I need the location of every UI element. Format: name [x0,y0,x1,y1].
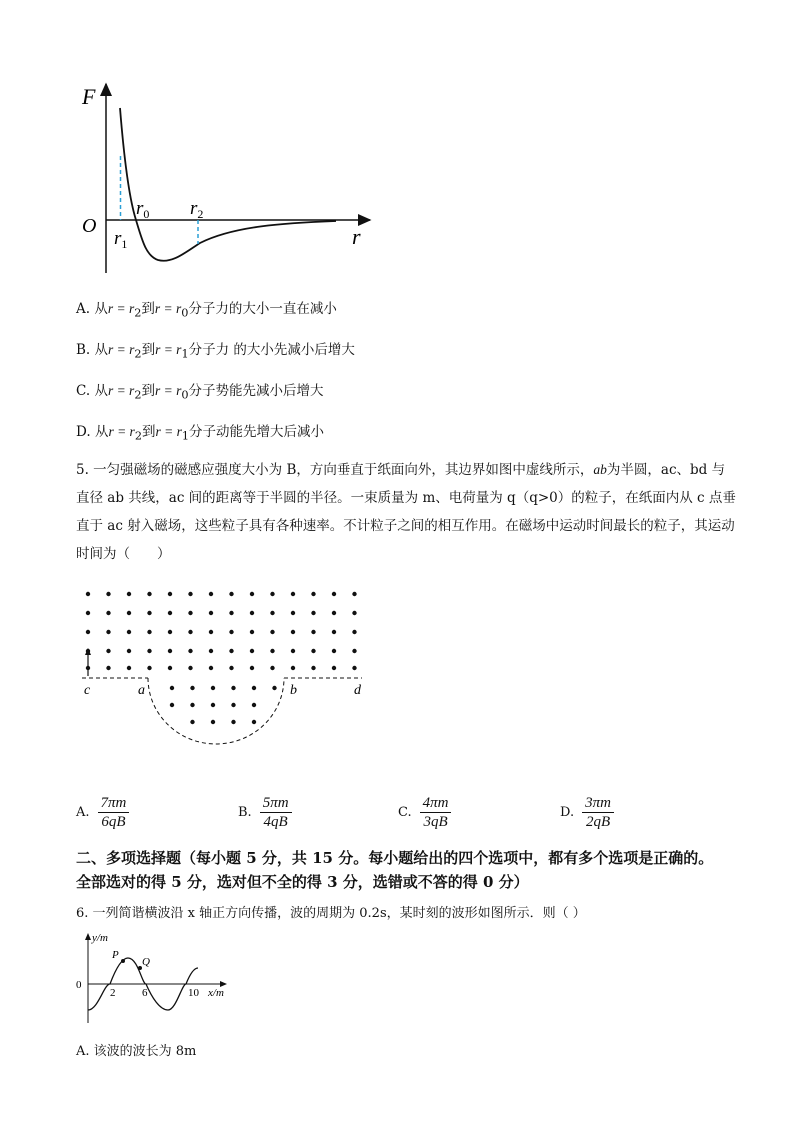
field-dot [168,611,172,615]
field-dot [311,611,315,615]
field-dot [168,630,172,634]
field-dot [250,592,254,596]
field-dot [106,611,110,615]
field-dot [170,686,174,690]
point-b: b [290,683,297,698]
field-dot [250,649,254,653]
field-dot [127,630,131,634]
point-a: a [138,683,145,698]
field-dot [231,720,235,724]
field-dot [188,649,192,653]
field-dot [229,611,233,615]
origin-label: O [82,215,97,237]
field-dot [209,666,213,670]
field-dot [86,592,90,596]
wave-tick-6: 6 [142,987,148,999]
q4-option-c[interactable]: C. 从$r = r_2$到$r = r_0$分子势能先减小后增大 [76,383,324,402]
field-dot [270,611,274,615]
point-p-label: P [112,949,119,961]
q5-option-b[interactable]: B. $\frac{5\pi m}{4qB}$ [238,794,292,831]
field-dot [231,686,235,690]
magnetic-field-diagram [76,584,376,754]
boundary-semicircle [148,678,284,744]
field-dot [352,630,356,634]
q5-option-d[interactable]: D. $\frac{3\pi m}{2qB}$ [560,794,614,831]
q6-stem: 6. 一列简谐横波沿 x 轴正方向传播，波的周期为 0.2s，某时刻的波形如图所示．则（ ） [76,906,586,921]
field-dot [86,611,90,615]
field-dot [168,592,172,596]
arc-ab-label: ab [593,462,607,477]
q5-stem: 5. 一匀强磁场的磁感应强度大小为 B，方向垂直于纸面向外，其边界如图中虚线所示，ab为半圆，ac、bd 与直径 ab 共线，ac 间的距离等于半圆的半径。一束质量为 m、电荷量为 q（q>0）的粒子，在纸面内从 c 点垂直于 ac 射入磁场，这些粒子具有各种速率。不计粒子之间的相互作用。在磁场中运动时间最长的粒子，其运动时间为（ ） [76,462,736,562]
field-dot [332,666,336,670]
field-dots [86,592,357,724]
wave-origin: 0 [76,979,82,991]
field-dot [127,649,131,653]
field-dot [188,592,192,596]
field-dot [190,703,194,707]
q4-option-d[interactable]: D. 从$r = r_2$到$r = r_1$分子动能先增大后减小 [76,424,325,443]
field-dot [86,630,90,634]
field-dot [211,720,215,724]
r1-label: $r_1$ [114,228,128,251]
field-dot [190,686,194,690]
field-dot [270,592,274,596]
wave-tick-2: 2 [110,987,116,999]
wave-x-label: x/m [208,987,224,999]
point-d: d [354,683,361,698]
field-dot [250,666,254,670]
point-q-label: Q [142,956,150,968]
field-dot [229,592,233,596]
r0-label: $r_0$ [136,198,150,221]
field-dot [190,720,194,724]
field-dot [231,703,235,707]
point-c: c [84,683,91,698]
field-dot [209,649,213,653]
field-dot [147,666,151,670]
field-dot [291,611,295,615]
field-dot [270,630,274,634]
field-dot [270,666,274,670]
force-curve [120,108,336,261]
r2-label: $r_2$ [190,198,204,221]
field-dot [291,630,295,634]
field-dot [252,720,256,724]
field-dot [332,630,336,634]
field-dot [252,686,256,690]
field-dot [272,686,276,690]
field-dot [188,630,192,634]
wave-y-label: y/m [92,932,108,944]
q5-option-c[interactable]: C. $\frac{4\pi m}{3qB}$ [398,794,451,831]
field-dot [106,630,110,634]
field-dot [229,630,233,634]
field-dot [127,611,131,615]
field-dot [311,630,315,634]
point-p-dot [121,959,125,963]
field-dot [106,666,110,670]
field-dot [170,703,174,707]
field-dot [291,649,295,653]
field-dot [209,630,213,634]
field-dot [127,592,131,596]
q4-option-b[interactable]: B. 从$r = r_2$到$r = r_1$分子力 的大小先减小后增大 [76,342,355,361]
field-dot [311,666,315,670]
field-dot [188,666,192,670]
field-dot [270,649,274,653]
q6-option-a[interactable]: A. 该波的波长为 8m [76,1044,197,1059]
field-dot [147,630,151,634]
field-dot [209,611,213,615]
field-dot [168,666,172,670]
q5-option-a[interactable]: A. $\frac{7\pi m}{6qB}$ [76,794,129,831]
field-dot [311,649,315,653]
field-dot [291,666,295,670]
field-dot [252,703,256,707]
field-dot [211,703,215,707]
field-dot [332,592,336,596]
field-dot [352,649,356,653]
field-dot [332,649,336,653]
wave-tick-10: 10 [188,987,199,999]
field-dot [229,666,233,670]
field-dot [168,649,172,653]
field-dot [352,611,356,615]
field-dot [352,666,356,670]
field-dot [106,592,110,596]
field-dot [352,592,356,596]
q4-option-a[interactable]: A. 从$r = r_2$到$r = r_0$分子力的大小一直在减小 [76,301,337,320]
field-dot [250,630,254,634]
x-axis-label: r [352,224,361,249]
field-dot [147,649,151,653]
field-dot [229,649,233,653]
field-dot [211,686,215,690]
y-axis-label: F [82,84,96,109]
field-dot [188,611,192,615]
section-2-heading: 二、多项选择题（每小题 5 分，共 15 分。每小题给出的四个选项中，都有多个选项是正确的。 全部选对的得 5 分，选对但不全的得 3 分，选错或不答的得 0 分） [76,849,714,891]
force-distance-graph [74,78,384,278]
field-dot [332,611,336,615]
field-dot [127,666,131,670]
field-dot [147,592,151,596]
wave-graph [76,928,246,1028]
field-dot [291,592,295,596]
field-dot [311,592,315,596]
field-dot [106,649,110,653]
field-dot [147,611,151,615]
field-dot [250,611,254,615]
field-dot [209,592,213,596]
